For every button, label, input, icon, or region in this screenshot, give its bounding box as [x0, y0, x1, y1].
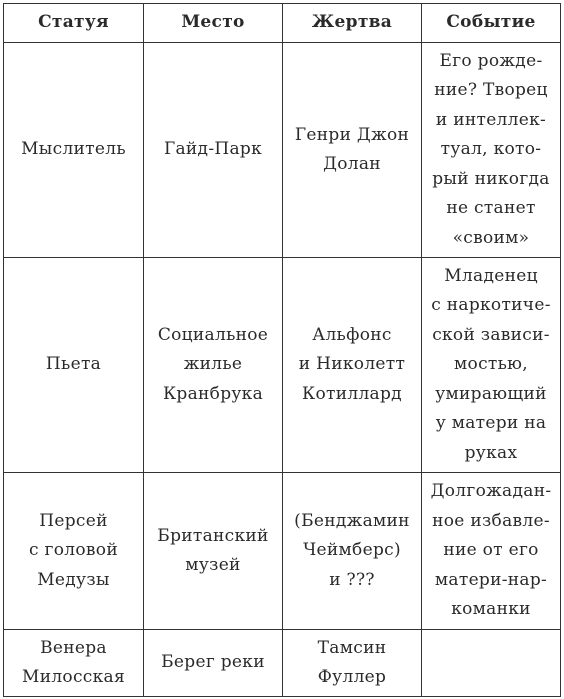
table-header-row: [4, 4, 561, 43]
cell-line: Социальное: [157, 324, 269, 345]
cell-line: Долан: [323, 154, 381, 174]
cell-victim: [283, 258, 422, 473]
cell-line: Пьета: [45, 354, 102, 375]
cell-statue: [4, 473, 144, 630]
cell-event: [422, 258, 561, 473]
cell-place: [144, 43, 283, 258]
header-place: Место: [144, 4, 283, 43]
cell-victim: [283, 43, 422, 258]
header-event: Событие: [422, 4, 561, 43]
cell-line: Кранбрука: [162, 383, 264, 404]
cell-line: умирающий: [435, 383, 547, 404]
cell-line: Генри Джон: [294, 124, 410, 145]
cell-line: Долгожадан-: [430, 481, 552, 502]
cell-line: матери-нар-: [434, 569, 548, 590]
statues-table-container: [3, 3, 561, 697]
cell-line: туал, кото-: [440, 139, 542, 160]
cell-line: Милосская: [22, 667, 125, 687]
header-victim: Жертва: [283, 4, 422, 43]
cell-line: и ???: [329, 569, 375, 590]
cell-line: Мыслитель: [21, 139, 126, 160]
cell-line: с головой: [29, 540, 118, 561]
cell-line: команки: [451, 599, 531, 620]
cell-place: [144, 630, 283, 697]
cell-line: Тамсин: [317, 637, 387, 658]
header-statue: Статуя: [4, 4, 144, 43]
cell-line: ние? Творец: [434, 80, 548, 101]
cell-statue: [4, 258, 144, 473]
cell-line: рый никогда: [432, 168, 550, 189]
cell-place: [144, 473, 283, 630]
cell-line: мостью,: [454, 354, 528, 375]
cell-line: «своим»: [452, 227, 530, 248]
table-row: [4, 473, 561, 630]
cell-line: у матери на: [435, 413, 547, 434]
table-row: [4, 258, 561, 473]
cell-line: Венера: [40, 637, 107, 658]
cell-line: и Николетт: [298, 354, 406, 375]
cell-line: Его рожде-: [439, 50, 543, 71]
cell-line: не станет: [446, 198, 536, 219]
cell-line: Британский: [157, 525, 269, 546]
cell-line: Фуллер: [317, 667, 387, 687]
cell-line: Чеймберс): [303, 540, 401, 561]
cell-event: [422, 473, 561, 630]
cell-line: Младенец: [444, 265, 538, 286]
cell-line: ное избавле-: [432, 510, 550, 531]
cell-event-empty: [422, 630, 561, 697]
cell-line: Медузы: [37, 569, 110, 590]
table-row: [4, 630, 561, 697]
cell-line: Альфонс: [312, 324, 392, 345]
cell-event: [422, 43, 561, 258]
cell-line: и интеллек-: [435, 109, 547, 130]
statues-table: [3, 3, 561, 697]
cell-line: музей: [185, 555, 241, 575]
cell-line: с наркотиче-: [431, 295, 551, 316]
cell-line: жилье: [183, 354, 243, 375]
cell-statue: [4, 43, 144, 258]
cell-line: руках: [464, 442, 518, 463]
cell-line: ние от его: [443, 540, 539, 561]
cell-victim: [283, 630, 422, 697]
cell-line: Берег реки: [161, 652, 265, 673]
cell-statue: [4, 630, 144, 697]
cell-place: [144, 258, 283, 473]
cell-line: (Бенджамин: [294, 510, 410, 531]
cell-line: Персей: [39, 510, 108, 531]
cell-line: Котиллард: [302, 383, 402, 404]
table-row: [4, 43, 561, 258]
cell-victim: [283, 473, 422, 630]
cell-line: ской зависи-: [432, 324, 550, 345]
cell-line: Гайд-Парк: [163, 139, 263, 160]
